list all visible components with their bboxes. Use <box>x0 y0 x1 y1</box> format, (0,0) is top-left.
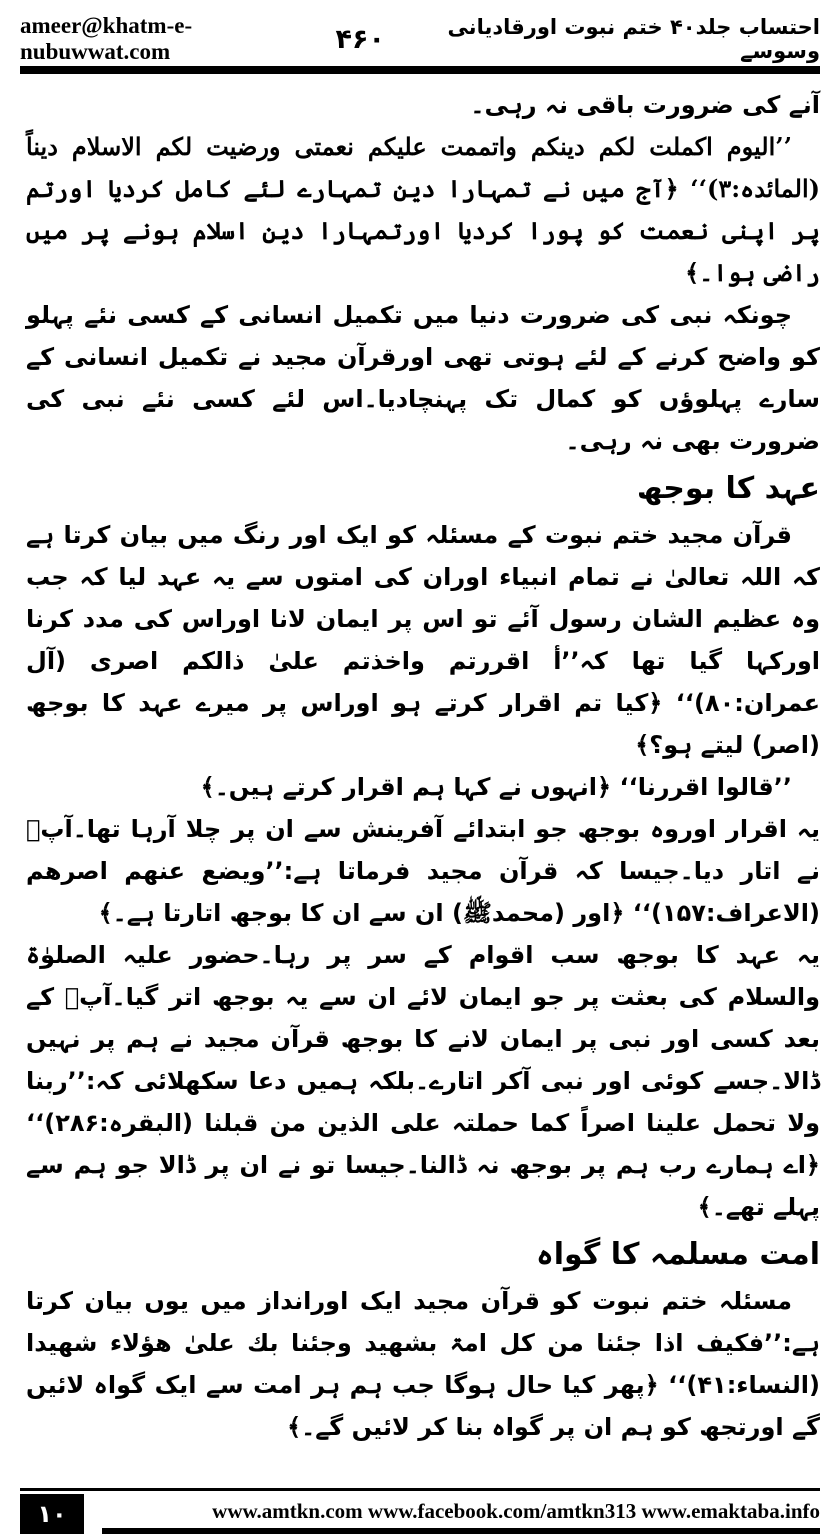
header-email: ameer@khatm-e-nubuwwat.com <box>20 13 193 64</box>
page-header <box>20 14 820 64</box>
paragraph-7: یہ عہد کا بوجھ سب اقوام کے سر پر رہا۔حضور علیہ الصلوٰۃ والسلام کی بعثت پر جو ایمان لائے ان سے یہ بوجھ اتر گیا۔آپؐ کے بعد کسی اور نبی پر ایمان لانے کا بوجھ قرآن مجید نے ہم پر نہیں ڈالا۔جسے کوئی اور نبی آکر اتارے۔بلکہ ہمیں دعا سکھلائی کہ:’’ربنا ولا تحمل علینا اصراً کما حملتہ علی الذین من قبلنا (البقرہ:۲۸۶)‘‘ ﴿اے ہمارے رب ہم پر بوجھ نہ ڈالنا۔جیسا تو نے ان پر ڈالا جو ہم سے پہلے تھے۔﴾ <box>26 941 820 1221</box>
paragraph-4: قرآن مجید ختم نبوت کے مسئلہ کو ایک اور رنگ میں بیان کرتا ہے کہ اللہ تعالیٰ نے تمام انبیاء اوران کی امتوں سے یہ عہد لیا کہ جب وہ عظیم الشان رسول آئے تو اس پر ایمان لانا اوراس کی مدد کرنا اورکہا گیا تھا کہ’’أ اقررتم واخذتم علیٰ ذالکم اصری (آل عمران:۸۰)‘‘ ﴿کیا تم اقرار کرتے ہو اوراس پر میرے عہد کا بوجھ (اصر) لیتے ہو؟﴾ <box>26 521 820 759</box>
footer-rule <box>20 1488 820 1491</box>
footer-links: www.amtkn.com www.facebook.com/amtkn313 www.emaktaba.info <box>102 1494 820 1534</box>
paragraph-3: چونکہ نبی کی ضرورت دنیا میں تکمیل انسانی کے کسی نئے پہلو کو واضح کرنے کے لئے ہوتی تھی اورقرآن مجید نے تکمیل انسانی کے سارے پہلوؤں کو کمال تک پہنچادیا۔اس لئے کسی نئے نبی کی ضرورت بھی نہ رہی۔ <box>26 301 820 455</box>
folio-number: ۱۰ <box>20 1494 84 1534</box>
paragraph-8: مسئلہ ختم نبوت کو قرآن مجید ایک اورانداز میں یوں بیان کرتا ہے:’’فکیف اذا جئنا من کل امۃ بشھید وجئنا بك علیٰ ھؤلاء شھیدا (النساء:۴۱)‘‘ ﴿پھر کیا حال ہوگا جب ہم ہر امت سے ایک گواہ لائیں گے اورتجھ کو ہم ان پر گواہ بنا کر لائیں گے۔﴾ <box>26 1287 820 1441</box>
header-rule <box>20 66 820 74</box>
paragraph-5: ’’قالوا اقررنا‘‘ ﴿انہوں نے کہا ہم اقرار کرتے ہیں۔﴾ <box>200 773 792 801</box>
running-title: احتساب جلد۴۰ ختم نبوت اورقادیانی وسوسے <box>447 15 820 63</box>
header-left <box>20 13 385 65</box>
header-page-number: ۴۶۰ <box>335 23 385 55</box>
paragraph-1: آنے کی ضرورت باقی نہ رہی۔ <box>470 91 820 119</box>
section-heading-witness: امت مسلمہ کا گواہ <box>536 1237 820 1272</box>
section-heading-burden: عہد کا بوجھ <box>636 471 820 506</box>
page-body <box>26 84 820 1448</box>
page-footer <box>20 1494 820 1534</box>
paragraph-6: یہ اقرار اوروہ بوجھ جو ابتدائے آفرینش سے ان پر چلا آرہا تھا۔آپؐ نے اتار دیا۔جیسا کہ قرآن مجید فرماتا ہے:’’ویضع عنھم اصرھم (الاعراف:۱۵۷)‘‘ ﴿اور (محمدﷺ) ان سے ان کا بوجھ اتارتا ہے۔﴾ <box>26 815 820 927</box>
paragraph-quran-quote-1: ’’الیوم اکملت لکم دینکم واتممت علیکم نعمتی ورضیت لکم الاسلام دیناً (المائدہ:۳)‘‘ ﴿آج میں نے تمہارا دین تمہارے لئے کامل کردیا اورتم پر اپنی نعمت کو پورا کردیا اورتمہارا دین اسلام ہونے پر میں راضی ہوا۔﴾ <box>26 132 820 287</box>
